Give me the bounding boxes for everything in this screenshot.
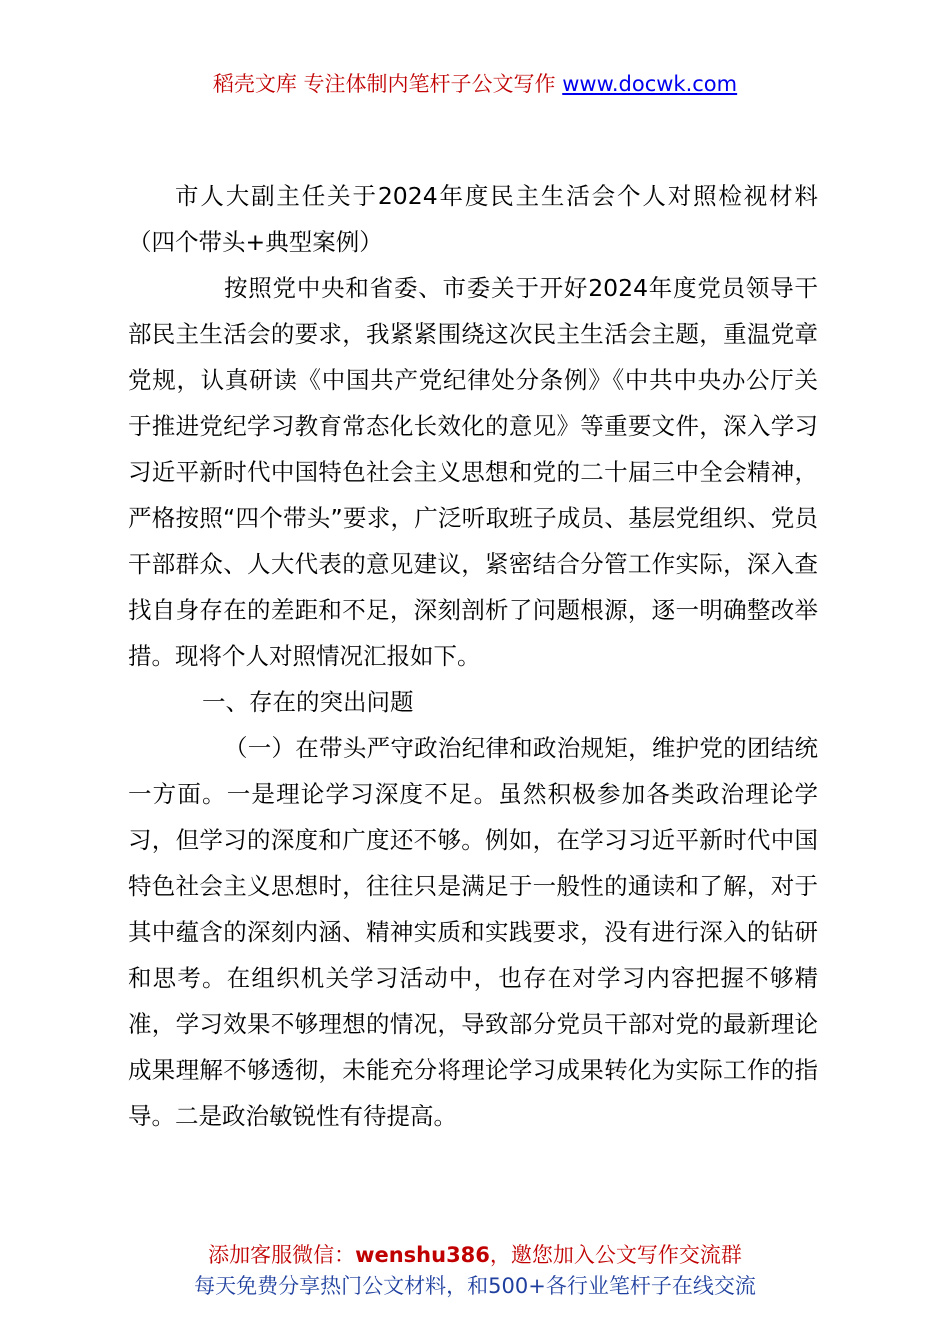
section-paragraph: （一）在带头严守政治纪律和政治规矩，维护党的团结统一方面。一是理论学习深度不足。虽然积极参加各类政治理论学习，但学习的深度和广度还不够。例如，在学习习近平新时代中国特色社会主义思想时，往往只是满足于一般性的通读和了解，对于其中蕴含的深刻内涵、精神实质和实践要求，没有进行深入的钻研和思考。在组织机关学习活动中，也存在对学习内容把握不够精准，学习效果不够理想的情况，导致部分党员干部对党的最新理论成果理解不够透彻，未能充分将理论学习成果转化为实际工作的指导。二是政治敏锐性有待提高。 <box>128 734 818 1130</box>
footer-wechat-line <box>0 1240 950 1271</box>
wechat-id: wenshu386 <box>355 1243 490 1267</box>
footer-share-line: 每天免费分享热门公文材料，和500+各行业笔杆子在线交流 <box>194 1274 756 1298</box>
document-title: 市人大副主任关于2024年度民主生活会个人对照检视材料（四个带头+典型案例） <box>128 182 818 256</box>
page-footer <box>0 1240 950 1302</box>
intro-paragraph: 按照党中央和省委、市委关于开好2024年度党员领导干部民主生活会的要求，我紧紧围绕这次民主生活会主题，重温党章党规，认真研读《中国共产党纪律处分条例》《中共中央办公厅关于推进党纪学习教育常态化长效化的意见》等重要文件，深入学习习近平新时代中国特色社会主义思想和党的二十届三中全会精神，严格按照“四个带头”要求，广泛听取班子成员、基层党组织、党员干部群众、人大代表的意见建议，紧密结合分管工作实际，深入查找自身存在的差距和不足，深刻剖析了问题根源，逐一明确整改举措。现将个人对照情况汇报如下。 <box>128 274 818 670</box>
footer-wechat-prefix: 添加客服微信： <box>208 1243 356 1267</box>
footer-wechat-suffix: ，邀您加入公文写作交流群 <box>489 1243 742 1267</box>
page-header <box>0 68 950 100</box>
document-body <box>128 173 818 1139</box>
header-text: 稻壳文库 专注体制内笔杆子公文写作 <box>212 72 556 96</box>
section-heading: 一、存在的突出问题 <box>202 688 414 716</box>
website-link[interactable]: www.docwk.com <box>562 72 738 96</box>
